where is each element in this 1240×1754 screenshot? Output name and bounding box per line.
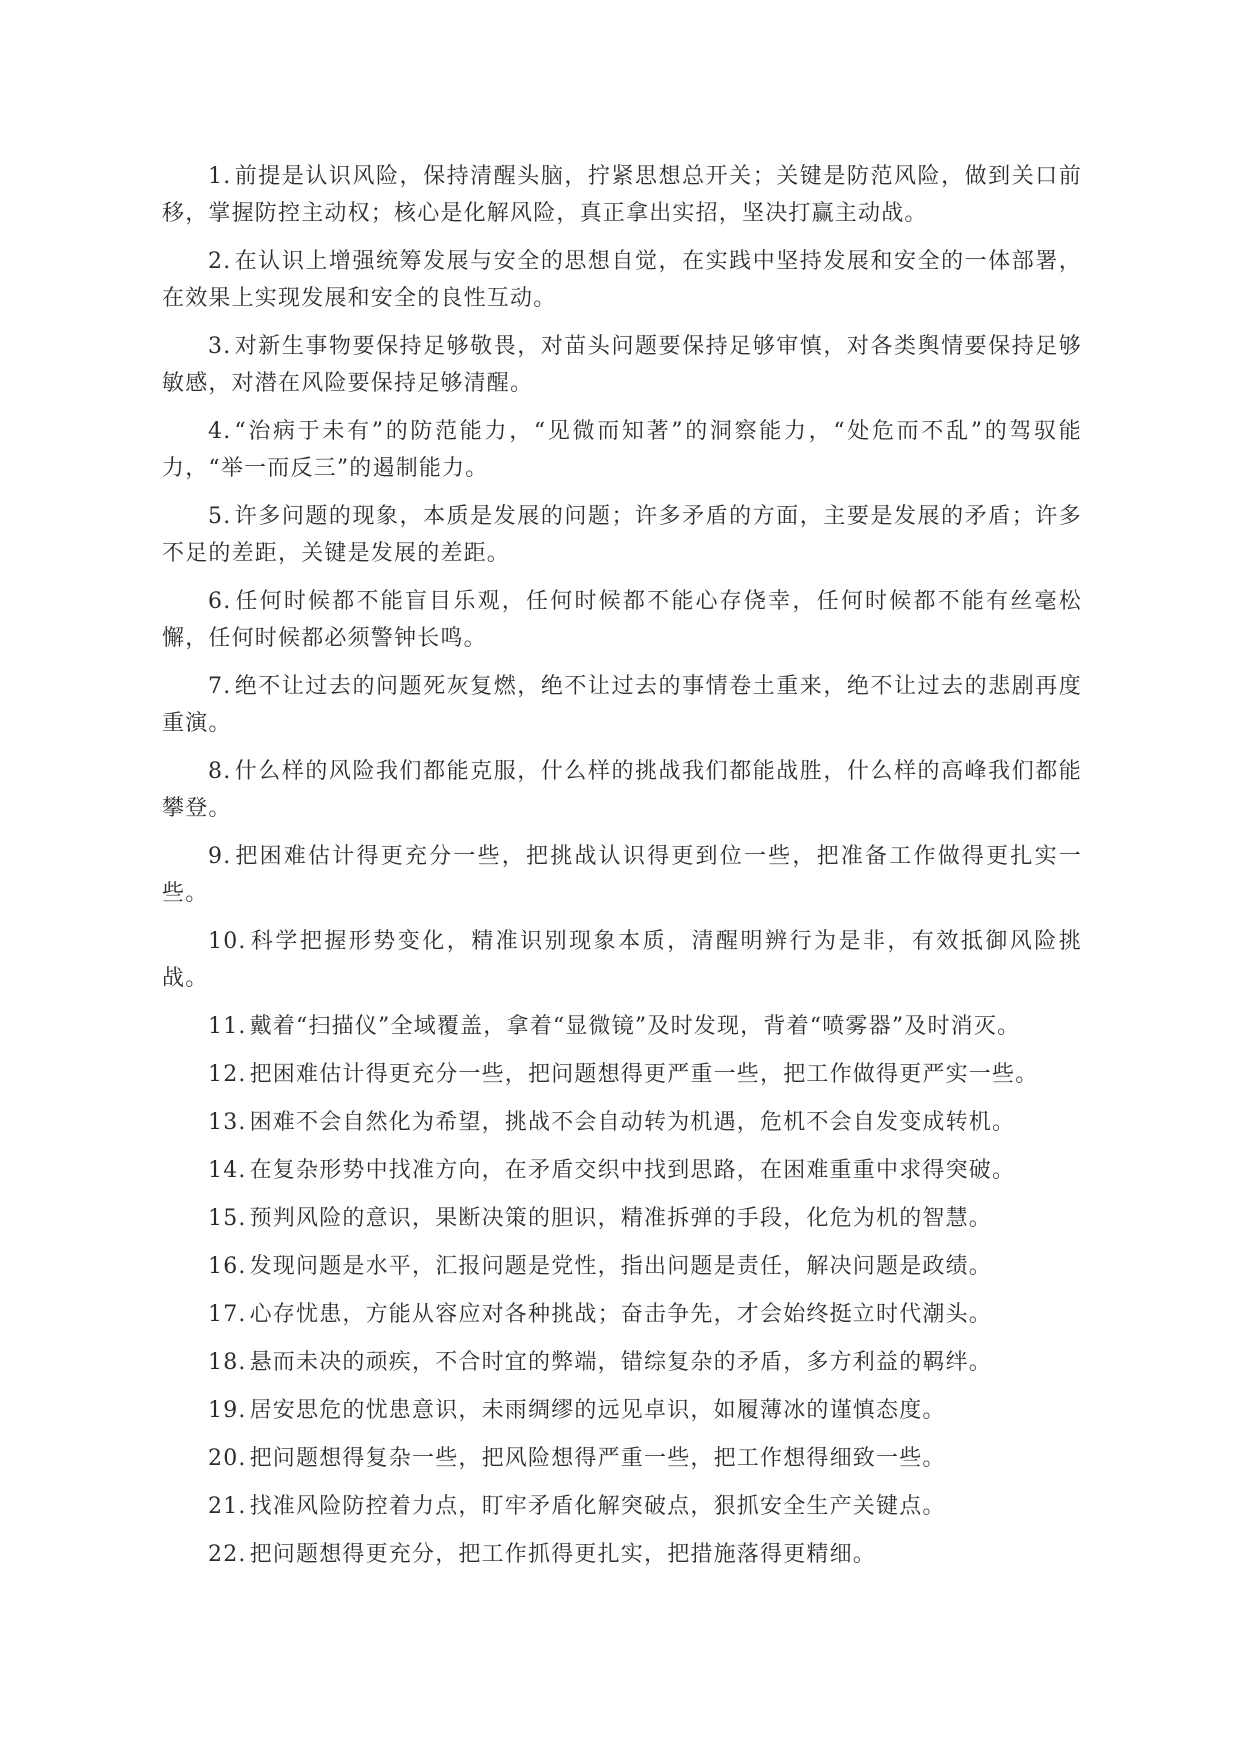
item-number: 6. <box>208 589 232 614</box>
item-number: 4. <box>208 419 232 444</box>
item-text: 找准风险防控着力点，盯牢矛盾化解突破点，狠抓安全生产关键点。 <box>249 1494 946 1519</box>
item-text: 把问题想得更充分，把工作抓得更扎实，把措施落得更精细。 <box>249 1542 876 1567</box>
item-text: 许多问题的现象，本质是发展的问题；许多矛盾的方面，主要是发展的矛盾；许多不足的差距，关键是发展的差距。 <box>162 504 1082 566</box>
list-item <box>162 158 1082 232</box>
list-item <box>162 1104 1082 1141</box>
item-number: 5. <box>208 504 232 529</box>
item-number: 2. <box>208 249 232 274</box>
item-number: 10. <box>208 929 247 954</box>
list-item <box>162 1488 1082 1525</box>
item-text: 在复杂形势中找准方向，在矛盾交织中找到思路，在困难重重中求得突破。 <box>249 1158 1016 1183</box>
item-text: 发现问题是水平，汇报问题是党性，指出问题是责任，解决问题是政绩。 <box>249 1254 992 1279</box>
list-item <box>162 1008 1082 1045</box>
item-text: “治病于未有”的防范能力，“见微而知著”的洞察能力，“处危而不乱”的驾驭能力，“举一而反三”的遏制能力。 <box>162 419 1082 481</box>
item-text: 把困难估计得更充分一些，把挑战认识得更到位一些，把准备工作做得更扎实一些。 <box>162 844 1082 906</box>
list-item <box>162 668 1082 742</box>
document-body <box>162 158 1082 1584</box>
list-item <box>162 413 1082 487</box>
item-text: 戴着“扫描仪”全域覆盖，拿着“显微镜”及时发现，背着“喷雾器”及时消灭。 <box>249 1014 1021 1039</box>
list-item <box>162 1440 1082 1477</box>
item-number: 21. <box>208 1494 247 1519</box>
list-item <box>162 243 1082 317</box>
item-number: 15. <box>208 1206 247 1231</box>
list-item <box>162 923 1082 997</box>
list-item <box>162 838 1082 912</box>
item-number: 1. <box>208 164 232 189</box>
list-item <box>162 1152 1082 1189</box>
list-item <box>162 1344 1082 1381</box>
item-text: 预判风险的意识，果断决策的胆识，精准拆弹的手段，化危为机的智慧。 <box>249 1206 992 1231</box>
item-text: 对新生事物要保持足够敬畏，对苗头问题要保持足够审慎，对各类舆情要保持足够敏感，对潜在风险要保持足够清醒。 <box>162 334 1082 396</box>
item-number: 7. <box>208 674 232 699</box>
item-number: 8. <box>208 759 232 784</box>
item-text: 绝不让过去的问题死灰复燃，绝不让过去的事情卷土重来，绝不让过去的悲剧再度重演。 <box>162 674 1082 736</box>
item-number: 16. <box>208 1254 247 1279</box>
list-item <box>162 1296 1082 1333</box>
item-text: 把困难估计得更充分一些，把问题想得更严重一些，把工作做得更严实一些。 <box>249 1062 1039 1087</box>
list-item <box>162 583 1082 657</box>
list-item <box>162 1248 1082 1285</box>
list-item <box>162 753 1082 827</box>
item-text: 前提是认识风险，保持清醒头脑，拧紧思想总开关；关键是防范风险，做到关口前移，掌握防控主动权；核心是化解风险，真正拿出实招，坚决打赢主动战。 <box>162 164 1082 226</box>
list-item <box>162 328 1082 402</box>
item-number: 19. <box>208 1398 247 1423</box>
list-item <box>162 1056 1082 1093</box>
list-item <box>162 1392 1082 1429</box>
item-text: 把问题想得复杂一些，把风险想得严重一些，把工作想得细致一些。 <box>249 1446 946 1471</box>
item-text: 居安思危的忧患意识，未雨绸缪的远见卓识，如履薄冰的谨慎态度。 <box>249 1398 946 1423</box>
item-number: 9. <box>208 844 232 869</box>
item-text: 困难不会自然化为希望，挑战不会自动转为机遇，危机不会自发变成转机。 <box>249 1110 1016 1135</box>
item-number: 20. <box>208 1446 247 1471</box>
item-number: 22. <box>208 1542 247 1567</box>
item-number: 3. <box>208 334 232 359</box>
item-text: 悬而未决的顽疾，不合时宜的弊端，错综复杂的矛盾，多方利益的羁绊。 <box>249 1350 992 1375</box>
list-item <box>162 1536 1082 1573</box>
item-text: 什么样的风险我们都能克服，什么样的挑战我们都能战胜，什么样的高峰我们都能攀登。 <box>162 759 1082 821</box>
item-text: 在认识上增强统筹发展与安全的思想自觉，在实践中坚持发展和安全的一体部署，在效果上实现发展和安全的良性互动。 <box>162 249 1082 311</box>
item-number: 11. <box>208 1014 247 1039</box>
item-number: 18. <box>208 1350 247 1375</box>
item-text: 科学把握形势变化，精准识别现象本质，清醒明辨行为是非，有效抵御风险挑战。 <box>162 929 1082 991</box>
list-item <box>162 1200 1082 1237</box>
item-text: 心存忧患，方能从容应对各种挑战；奋击争先，才会始终挺立时代潮头。 <box>249 1302 992 1327</box>
list-item <box>162 498 1082 572</box>
item-number: 14. <box>208 1158 247 1183</box>
item-number: 12. <box>208 1062 247 1087</box>
item-text: 任何时候都不能盲目乐观，任何时候都不能心存侥幸，任何时候都不能有丝毫松懈，任何时候都必须警钟长鸣。 <box>162 589 1082 651</box>
item-number: 17. <box>208 1302 247 1327</box>
item-number: 13. <box>208 1110 247 1135</box>
